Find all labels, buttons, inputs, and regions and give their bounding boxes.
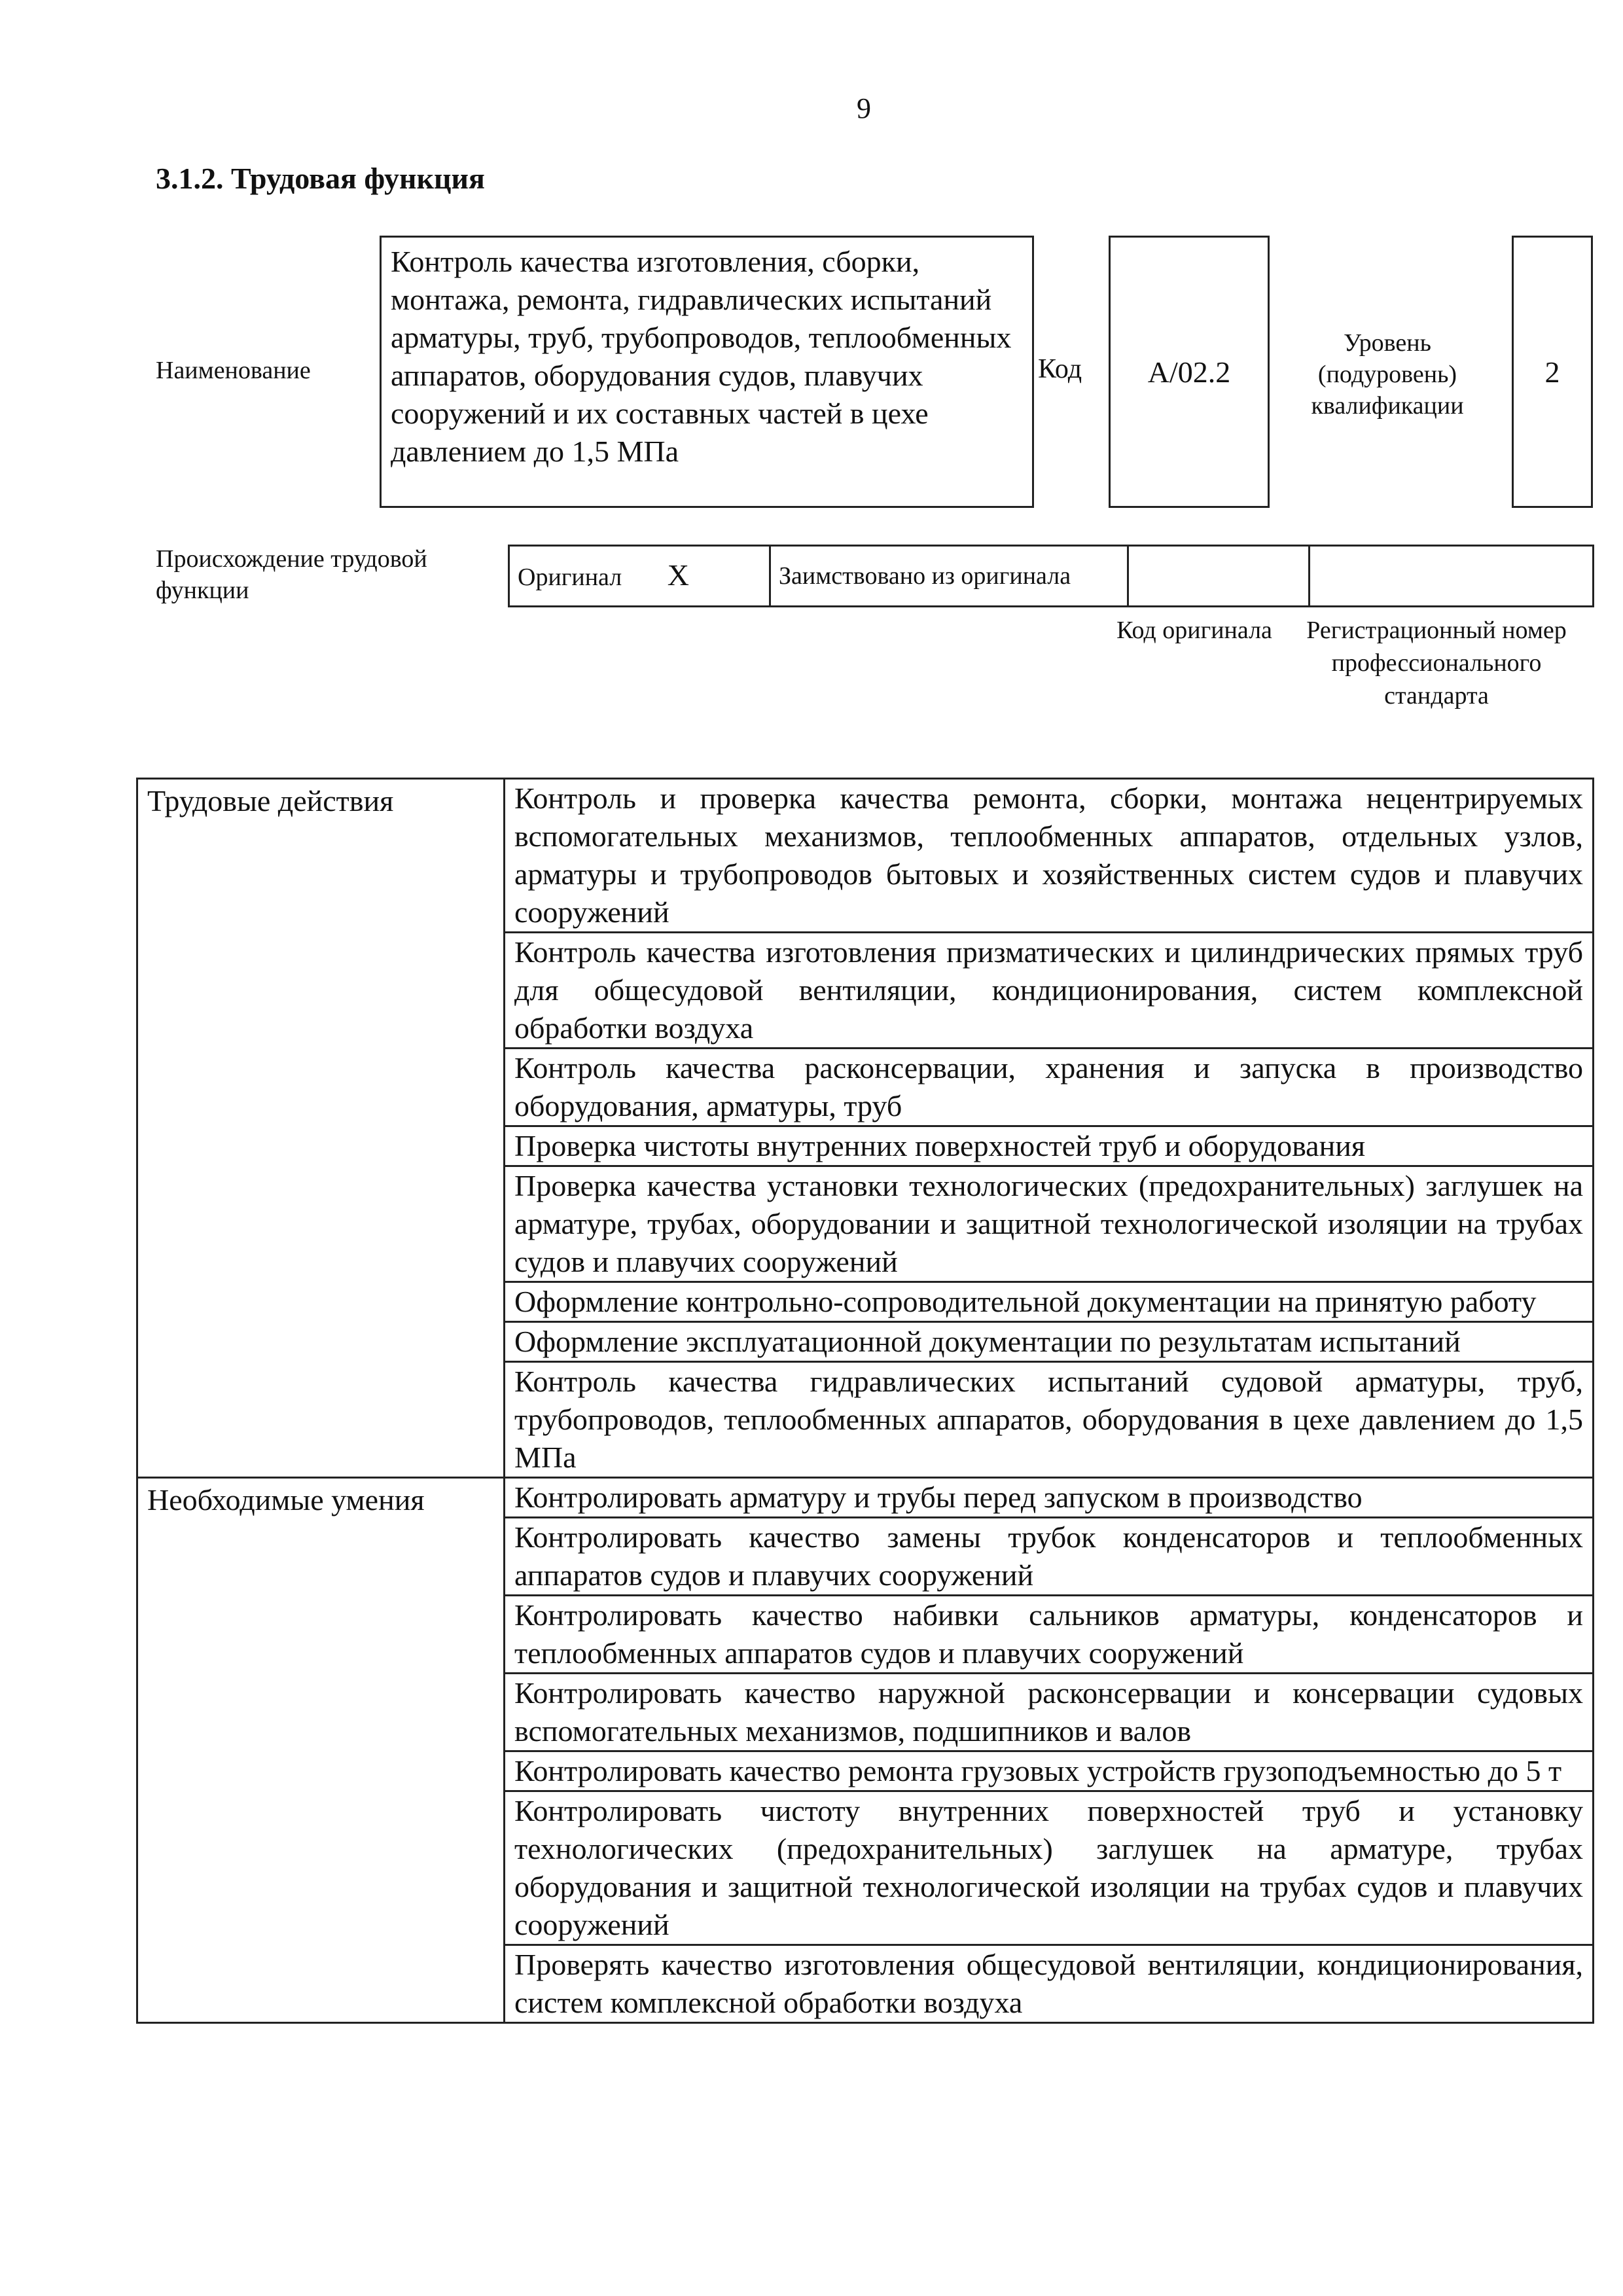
code-value: А/02.2 — [1147, 355, 1231, 389]
qualification-level-value: 2 — [1544, 355, 1560, 389]
code-original-label: Код оригинала — [1116, 617, 1272, 644]
labor-action-row-category: Трудовые действия — [137, 779, 505, 1478]
skill-row-text: Контролировать качество замены трубок конденсаторов и теплообменных аппаратов судов и плавучих сооружений — [505, 1518, 1594, 1596]
labor-action-row-text: Контроль и проверка качества ремонта, сборки, монтажа нецентрируемых вспомогательных механизмов, теплообменных аппаратов, отдельных узлов, арматуры и трубопроводов бытовых и хозяйственных систем судов и плавучих сооружений — [505, 779, 1594, 933]
origin-reg-number-cell — [1310, 546, 1594, 607]
name-label: Наименование — [156, 357, 311, 384]
page-number: 9 — [857, 92, 871, 124]
function-name-box — [380, 236, 1034, 508]
origin-borrowed-cell — [770, 546, 1128, 607]
reg-number-label: Регистрационный номер профессионального стандарта — [1306, 617, 1567, 709]
skill-row-text: Контролировать качество наружной расконсервации и консервации судовых вспомогательных механизмов, подшипников и валов — [505, 1674, 1594, 1751]
origin-label: Происхождение трудовой функции — [156, 545, 427, 604]
skill-row — [137, 1478, 1594, 1518]
function-name-value: Контроль качества изготовления, сборки, монтажа, ремонта, гидравлических испытаний арматуры, труб, трубопроводов, теплообменных аппаратов, оборудования судов, плавучих сооружений и их составных частей в цехе давлением до 1,5 МПа — [391, 245, 1012, 468]
origin-original-cell — [509, 546, 770, 607]
labor-action-row-text: Оформление эксплуатационной документации по результатам испытаний — [505, 1322, 1594, 1362]
qualification-level-label: Уровень (подуровень) квалификации — [1311, 329, 1464, 420]
skill-row-text: Контролировать арматуру и трубы перед запуском в производство — [505, 1478, 1594, 1518]
skill-row-text: Контролировать качество набивки сальников арматуры, конденсаторов и теплообменных аппаратов судов и плавучих сооружений — [505, 1596, 1594, 1674]
labor-action-row-text: Проверка чистоты внутренних поверхностей труб и оборудования — [505, 1126, 1594, 1166]
labor-function-table — [136, 778, 1594, 2024]
skill-row-text: Контролировать качество ремонта грузовых устройств грузоподъемностью до 5 т — [505, 1751, 1594, 1791]
labor-action-row-text: Оформление контрольно-сопроводительной документации на принятую работу — [505, 1282, 1594, 1322]
skill-row-text: Контролировать чистоту внутренних поверхностей труб и установку технологических (предохранительных) заглушек на арматуре, трубах оборудования и защитной технологической изоляции на трубах судов и плавучих сооружений — [505, 1791, 1594, 1945]
origin-borrowed-label: Заимствовано из оригинала — [779, 562, 1071, 590]
labor-action-row-text: Контроль качества гидравлических испытаний судовой арматуры, труб, трубопроводов, теплообменных аппаратов, оборудования в цехе давлением до 1,5 МПа — [505, 1362, 1594, 1478]
labor-action-row-text: Контроль качества изготовления призматических и цилиндрических прямых труб для общесудовой вентиляции, кондиционирования, систем комплексной обработки воздуха — [505, 933, 1594, 1049]
origin-table — [508, 545, 1594, 607]
code-label: Код — [1038, 354, 1082, 384]
origin-original-mark: X — [667, 558, 689, 592]
origin-original-label: Оригинал — [518, 563, 622, 591]
qualification-level-box — [1512, 236, 1593, 508]
labor-action-row-text: Контроль качества расконсервации, хранения и запуска в производство оборудования, арматуры, труб — [505, 1049, 1594, 1126]
section-title: 3.1.2. Трудовая функция — [156, 162, 485, 195]
labor-action-row-text: Проверка качества установки технологических (предохранительных) заглушек на арматуре, трубах, оборудовании и защитной технологической изоляции на трубах судов и плавучих сооружений — [505, 1166, 1594, 1282]
labor-action-row — [137, 779, 1594, 933]
code-box — [1109, 236, 1270, 508]
skill-row-category: Необходимые умения — [137, 1478, 505, 2023]
skill-row-text: Проверять качество изготовления общесудовой вентиляции, кондиционирования, систем комплексной обработки воздуха — [505, 1945, 1594, 2023]
origin-code-cell — [1128, 546, 1310, 607]
